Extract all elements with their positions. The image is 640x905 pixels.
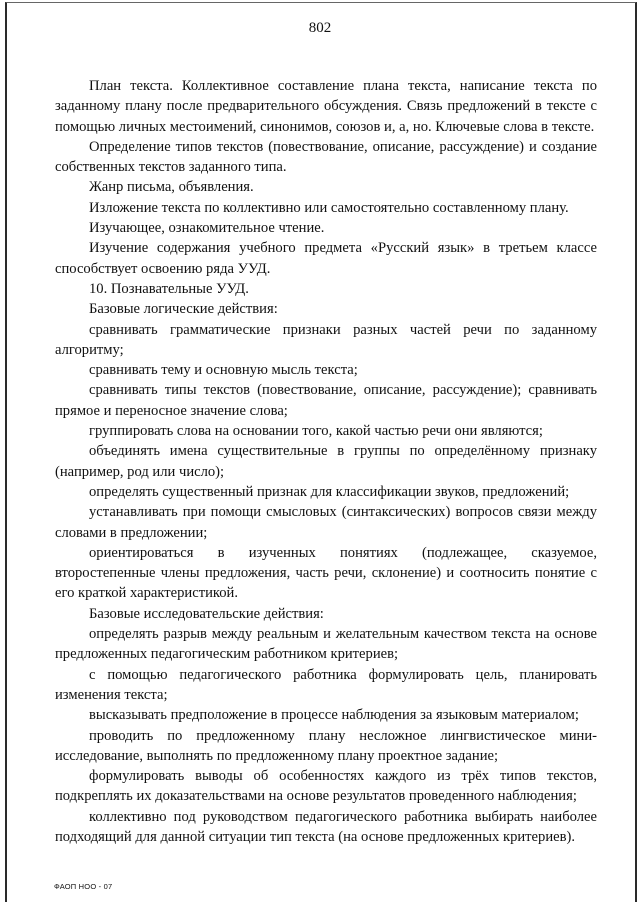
list-item: группировать слова на основании того, какой частью речи они являются; — [89, 423, 543, 440]
paragraph: Жанр письма, объявления. — [89, 179, 254, 196]
list-item: сравнивать типы текстов (повествование, описание, рассуждение); сравнивать прямое и переносное значение слова; — [55, 382, 597, 419]
paragraph: Изучение содержания учебного предмета «Русский язык» в третьем классе способствует освоению ряда УУД. — [55, 240, 597, 277]
paragraph: План текста. Коллективное составление плана текста, написание текста по заданному плану после предварительного обсуждения. Связь предложений в тексте с помощью личных местоимений, синонимов, союзов и, а, но. Ключевые слова в тексте. — [55, 78, 597, 135]
list-item: проводить по предложенному плану несложное лингвистическое мини-исследование, выполнять по предложенному плану проектное задание; — [55, 727, 597, 764]
list-item: ориентироваться в изученных понятиях (подлежащее, сказуемое, второстепенные члены предложения, часть речи, склонение) и соотносить понятие с его краткой характеристикой. — [55, 544, 597, 602]
subsection-heading: Базовые логические действия: — [89, 301, 278, 318]
list-item: коллективно под руководством педагогического работника выбирать наиболее подходящий для данной ситуации тип текста (на основе предложенных критериев). — [55, 808, 597, 845]
list-item: сравнивать тему и основную мысль текста; — [89, 362, 358, 379]
document-footer: ФАОП НОО - 07 — [54, 882, 113, 891]
page-number: 802 — [308, 20, 332, 36]
list-item: определять разрыв между реальным и желательным качеством текста на основе предложенных педагогическим работником критериев; — [55, 626, 597, 663]
list-item: сравнивать грамматические признаки разных частей речи по заданному алгоритму; — [55, 321, 597, 358]
section-heading: 10. Познавательные УУД. — [89, 280, 249, 297]
list-item: с помощью педагогического работника формулировать цель, планировать изменения текста; — [55, 666, 597, 703]
paragraph: Определение типов текстов (повествование, описание, рассуждение) и создание собственных текстов заданного типа. — [55, 138, 597, 176]
list-item: объединять имена существительные в группы по определённому признаку (например, род или число); — [55, 443, 597, 480]
list-item: формулировать выводы об особенностях каждого из трёх типов текстов, подкреплять их доказательствами на основе результатов проведенного наблюдения; — [55, 768, 597, 805]
list-item: устанавливать при помощи смысловых (синтаксических) вопросов связи между словами в предложении; — [55, 504, 597, 541]
list-item: определять существенный признак для классификации звуков, предложений; — [89, 483, 570, 500]
paragraph: Изложение текста по коллективно или самостоятельно составленному плану. — [89, 199, 569, 216]
list-item: высказывать предположение в процессе наблюдения за языковым материалом; — [89, 707, 579, 724]
document-body — [55, 76, 597, 847]
subsection-heading: Базовые исследовательские действия: — [89, 605, 324, 622]
paragraph: Изучающее, ознакомительное чтение. — [89, 220, 325, 237]
